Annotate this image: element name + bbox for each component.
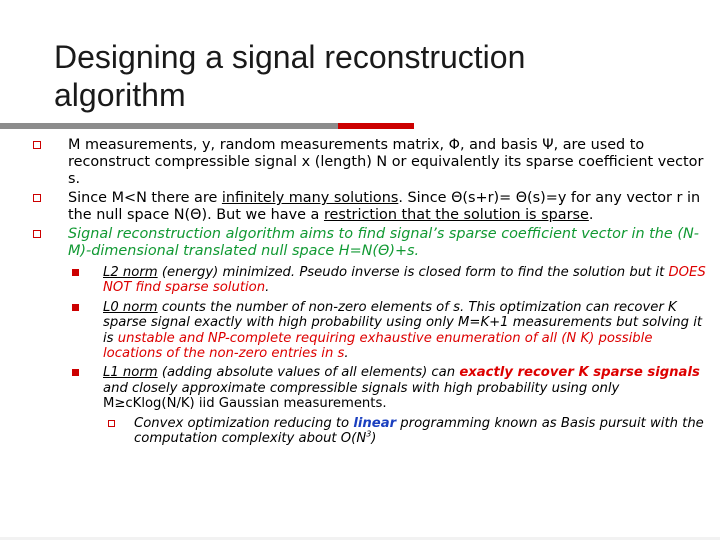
underlined-phrase: infinitely many solutions xyxy=(221,190,399,206)
slide-body xyxy=(0,137,706,448)
bullet-measurements xyxy=(0,137,706,188)
sub-bullet-l1-norm xyxy=(0,365,706,411)
title-line-1: Designing a signal reconstruction xyxy=(54,39,526,75)
sub-bullet-l2-norm xyxy=(0,265,706,296)
term-l2-norm: L2 norm xyxy=(103,265,158,280)
highlight-red: DOES NOT find sparse solution xyxy=(103,265,706,296)
highlight-red: unstable and NP-complete requiring exhaustive enumeration of all (N K) possible locations of the non-zero entries in s xyxy=(103,330,653,362)
sub-bullet-text: (adding absolute values of all elements) can xyxy=(157,365,460,381)
sub-bullet-text-upright: M≥cKlog(N/K) iid Gaussian measurements. xyxy=(103,396,387,412)
hollow-square-bullet-icon xyxy=(33,141,41,149)
term-l0-norm: L0 norm xyxy=(103,299,158,315)
filled-square-bullet-icon xyxy=(72,369,79,376)
term-l1-norm: L1 norm xyxy=(103,365,158,381)
sub-sub-bullet-convex xyxy=(0,416,706,447)
superscript: 3 xyxy=(366,429,372,439)
hollow-square-bullet-icon xyxy=(33,194,41,202)
bullet-reconstruction-aim xyxy=(0,226,706,260)
hollow-square-bullet-icon xyxy=(108,420,115,427)
underlined-phrase: restriction that the solution is sparse xyxy=(323,207,589,223)
sub-sub-bullet-text: Convex optimization reducing to xyxy=(134,415,354,431)
sub-bullet-text: and closely approximate compressible signals with high probability using only xyxy=(103,380,620,396)
bullet-infinite-solutions xyxy=(0,190,706,224)
sub-bullet-text: . xyxy=(344,346,349,362)
highlight-bold-red: exactly recover K sparse signals xyxy=(459,365,700,381)
sub-bullet-text: . xyxy=(265,280,270,296)
bullet-text: . xyxy=(588,207,594,223)
bullet-text: . Since Θ(s+r)= Θ(s)=y for any vector r in the null space N(Θ). But we have a xyxy=(68,190,701,223)
filled-square-bullet-icon xyxy=(72,269,79,276)
title-divider-gray xyxy=(0,123,338,129)
sub-bullet-text: (energy) minimized. Pseudo inverse is closed form to find the solution but it xyxy=(157,265,669,280)
sub-bullet-text: counts the number of non-zero elements of s. This optimization can recover K sparse signal exactly with high probability using only M=K+1 measurements but solving it is xyxy=(103,299,703,346)
highlight-bold-blue: linear xyxy=(353,415,397,431)
hollow-square-bullet-icon xyxy=(33,230,41,238)
sub-sub-bullet-text: programming known as Basis pursuit with the computation complexity about O(N xyxy=(134,415,704,447)
sub-sub-bullet-text: ) xyxy=(371,431,377,447)
bullet-text: M measurements, y, random measurements matrix, Φ, and basis Ψ, are used to reconstruct compressible signal x (length) N or equivalently its sparse coefficient vector s. xyxy=(68,137,704,187)
slide-title xyxy=(54,38,694,114)
filled-square-bullet-icon xyxy=(72,304,79,311)
title-line-2: algorithm xyxy=(54,77,186,113)
bullet-text: Since M<N there are xyxy=(68,190,222,206)
sub-bullet-l0-norm xyxy=(0,300,706,362)
bullet-text-green: Signal reconstruction algorithm aims to find signal’s sparse coefficient vector in the (N-M)-dimensional translated null space H=N(Θ)+s. xyxy=(68,226,699,259)
title-divider-red xyxy=(338,123,414,129)
